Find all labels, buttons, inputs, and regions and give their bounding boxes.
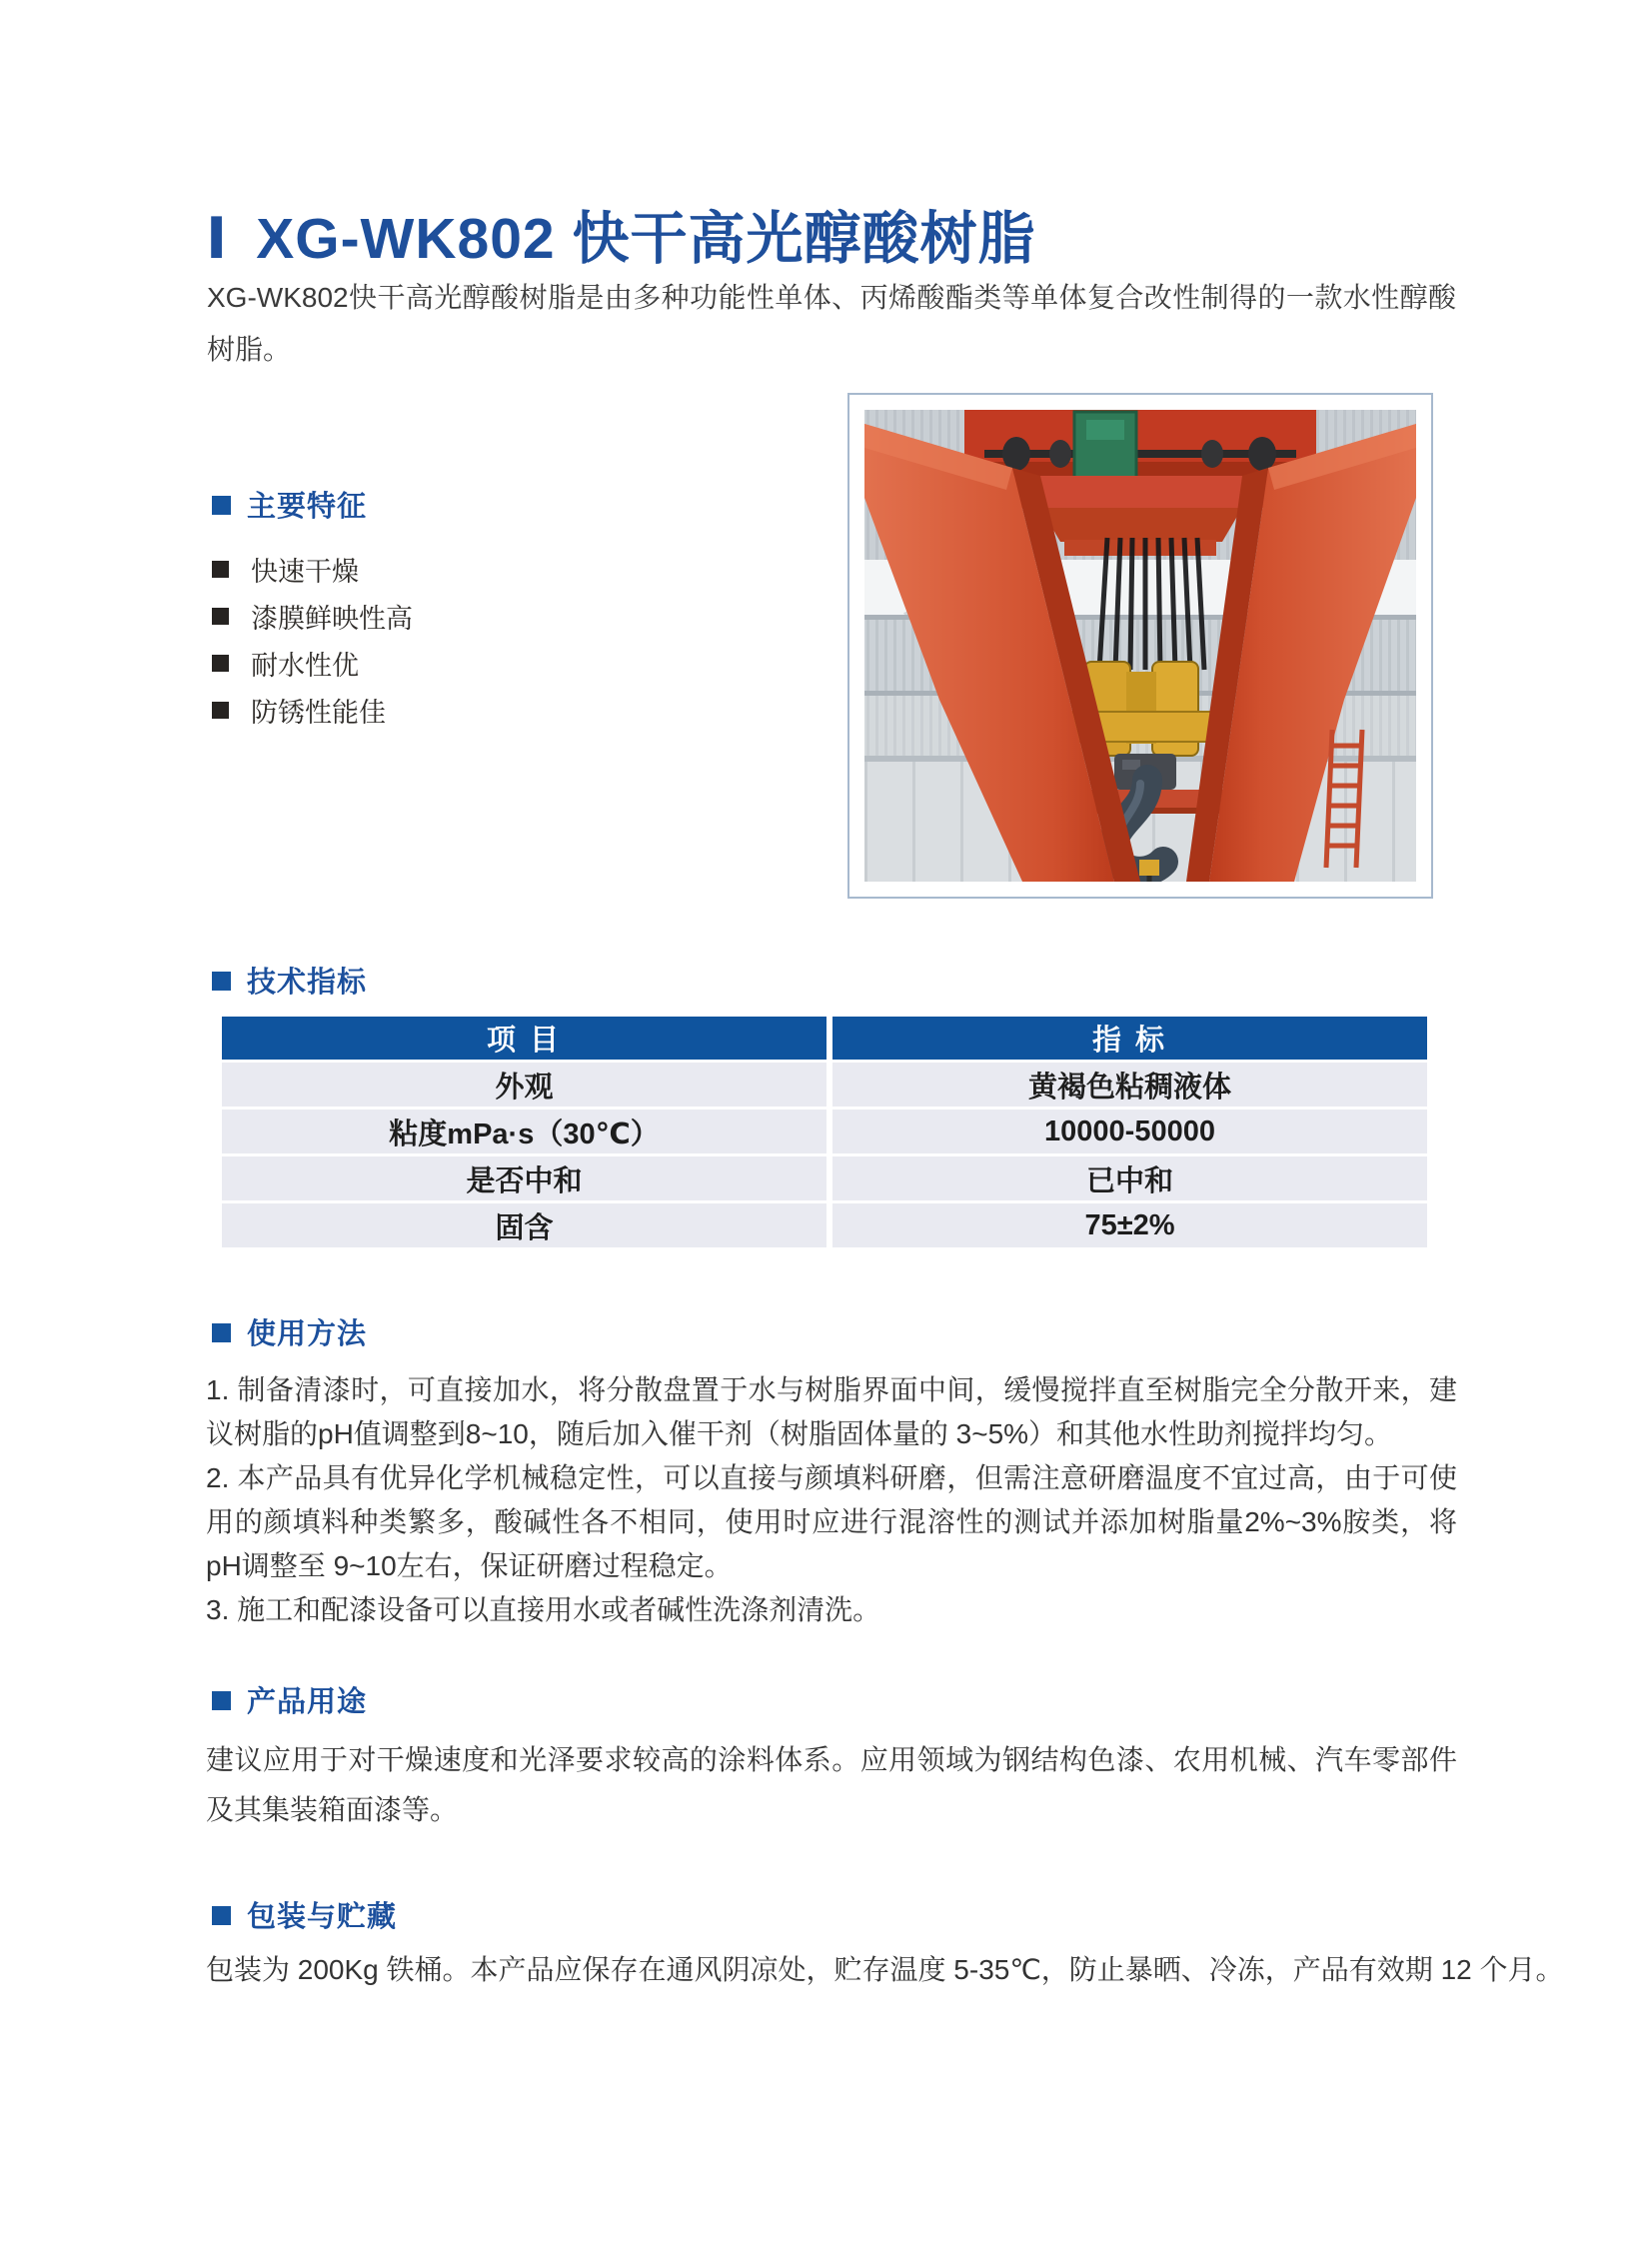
feature-label: 快速干燥: [251, 557, 359, 587]
bullet-square-icon: [212, 655, 229, 672]
feature-label: 漆膜鲜映性高: [251, 604, 413, 634]
section-usage-label: 使用方法: [247, 1318, 368, 1350]
bullet-square-icon: [212, 561, 229, 578]
section-application-label: 产品用途: [247, 1686, 368, 1718]
table-row: [222, 1110, 1427, 1153]
section-storage: [212, 1894, 397, 1935]
feature-label: 耐水性优: [251, 651, 359, 681]
storage-paragraph: 包装为 200Kg 铁桶。本产品应保存在通风阴凉处，贮存温度 5-35℃，防止暴晒、冷冻，产品有效期 12 个月。: [206, 1954, 1564, 1985]
table-header-row: [222, 1017, 1427, 1060]
section-specs-label: 技术指标: [247, 967, 368, 999]
product-photo-frame: [847, 393, 1433, 899]
intro-paragraph: XG-WK802快干高光醇酸树脂是由多种功能性单体、丙烯酸酯类等单体复合改性制得的一款水性醇酸树脂。: [207, 282, 1456, 365]
section-marker-icon: [212, 1906, 231, 1925]
spec-value: 10000-50000: [832, 1110, 1427, 1153]
section-usage: [212, 1311, 367, 1352]
application-paragraph: 建议应用于对干燥速度和光泽要求较高的涂料体系。应用领域为钢结构色漆、农用机械、汽车零部件及其集装箱面漆等。: [206, 1744, 1457, 1825]
section-application: [212, 1679, 367, 1720]
usage-step: 3. 施工和配漆设备可以直接用水或者碱性洗涤剂清洗。: [206, 1594, 881, 1625]
spec-item: 是否中和: [222, 1156, 826, 1200]
section-specs: [212, 960, 367, 1001]
table-row: [222, 1063, 1427, 1107]
usage-instructions: [206, 1368, 1457, 1632]
section-storage-label: 包装与贮藏: [247, 1901, 398, 1933]
table-row: [222, 1203, 1427, 1247]
usage-step: 1. 制备清漆时，可直接加水，将分散盘置于水与树脂界面中间，缓慢搅拌直至树脂完全分散开来，建议树脂的pH值调整到8~10，随后加入催干剂（树脂固体量的 3~5%）和其他水性助剂搅拌均匀。: [206, 1374, 1457, 1449]
section-features-label: 主要特征: [247, 491, 368, 523]
spec-item: 固含: [222, 1203, 826, 1247]
section-features: [212, 484, 367, 525]
feature-label: 防锈性能佳: [251, 698, 386, 728]
spec-table: [222, 1017, 1427, 1247]
page-title: [206, 193, 1035, 275]
column-header-value: 指 标: [832, 1017, 1427, 1060]
title-text: XG-WK802 快干高光醇酸树脂: [256, 207, 1036, 271]
section-marker-icon: [212, 1323, 231, 1342]
spec-item: 粘度mPa·s（30℃）: [222, 1110, 826, 1153]
usage-step: 2. 本产品具有优异化学机械稳定性，可以直接与颜填料研磨，但需注意研磨温度不宜过高，由于可使用的颜填料种类繁多，酸碱性各不相同，使用时应进行混溶性的测试并添加树脂量2%~3%胺类，将pH调整至 9~10左右，保证研磨过程稳定。: [206, 1462, 1457, 1581]
list-item: [212, 640, 413, 687]
list-item: [212, 687, 413, 734]
section-marker-icon: [212, 496, 231, 515]
spec-item: 外观: [222, 1063, 826, 1107]
column-header-item: 项 目: [222, 1017, 826, 1060]
overhead-crane-photo: [864, 410, 1416, 882]
section-marker-icon: [212, 972, 231, 991]
spec-value: 75±2%: [832, 1203, 1427, 1247]
section-marker-icon: [212, 1691, 231, 1710]
list-item: [212, 593, 413, 640]
bullet-square-icon: [212, 608, 229, 625]
list-item: [212, 546, 413, 593]
spec-value: 已中和: [832, 1156, 1427, 1200]
title-roman-numeral: Ⅰ: [206, 207, 229, 271]
spec-value: 黄褐色粘稠液体: [832, 1063, 1427, 1107]
features-list: [212, 546, 413, 734]
bullet-square-icon: [212, 702, 229, 719]
table-row: [222, 1156, 1427, 1200]
